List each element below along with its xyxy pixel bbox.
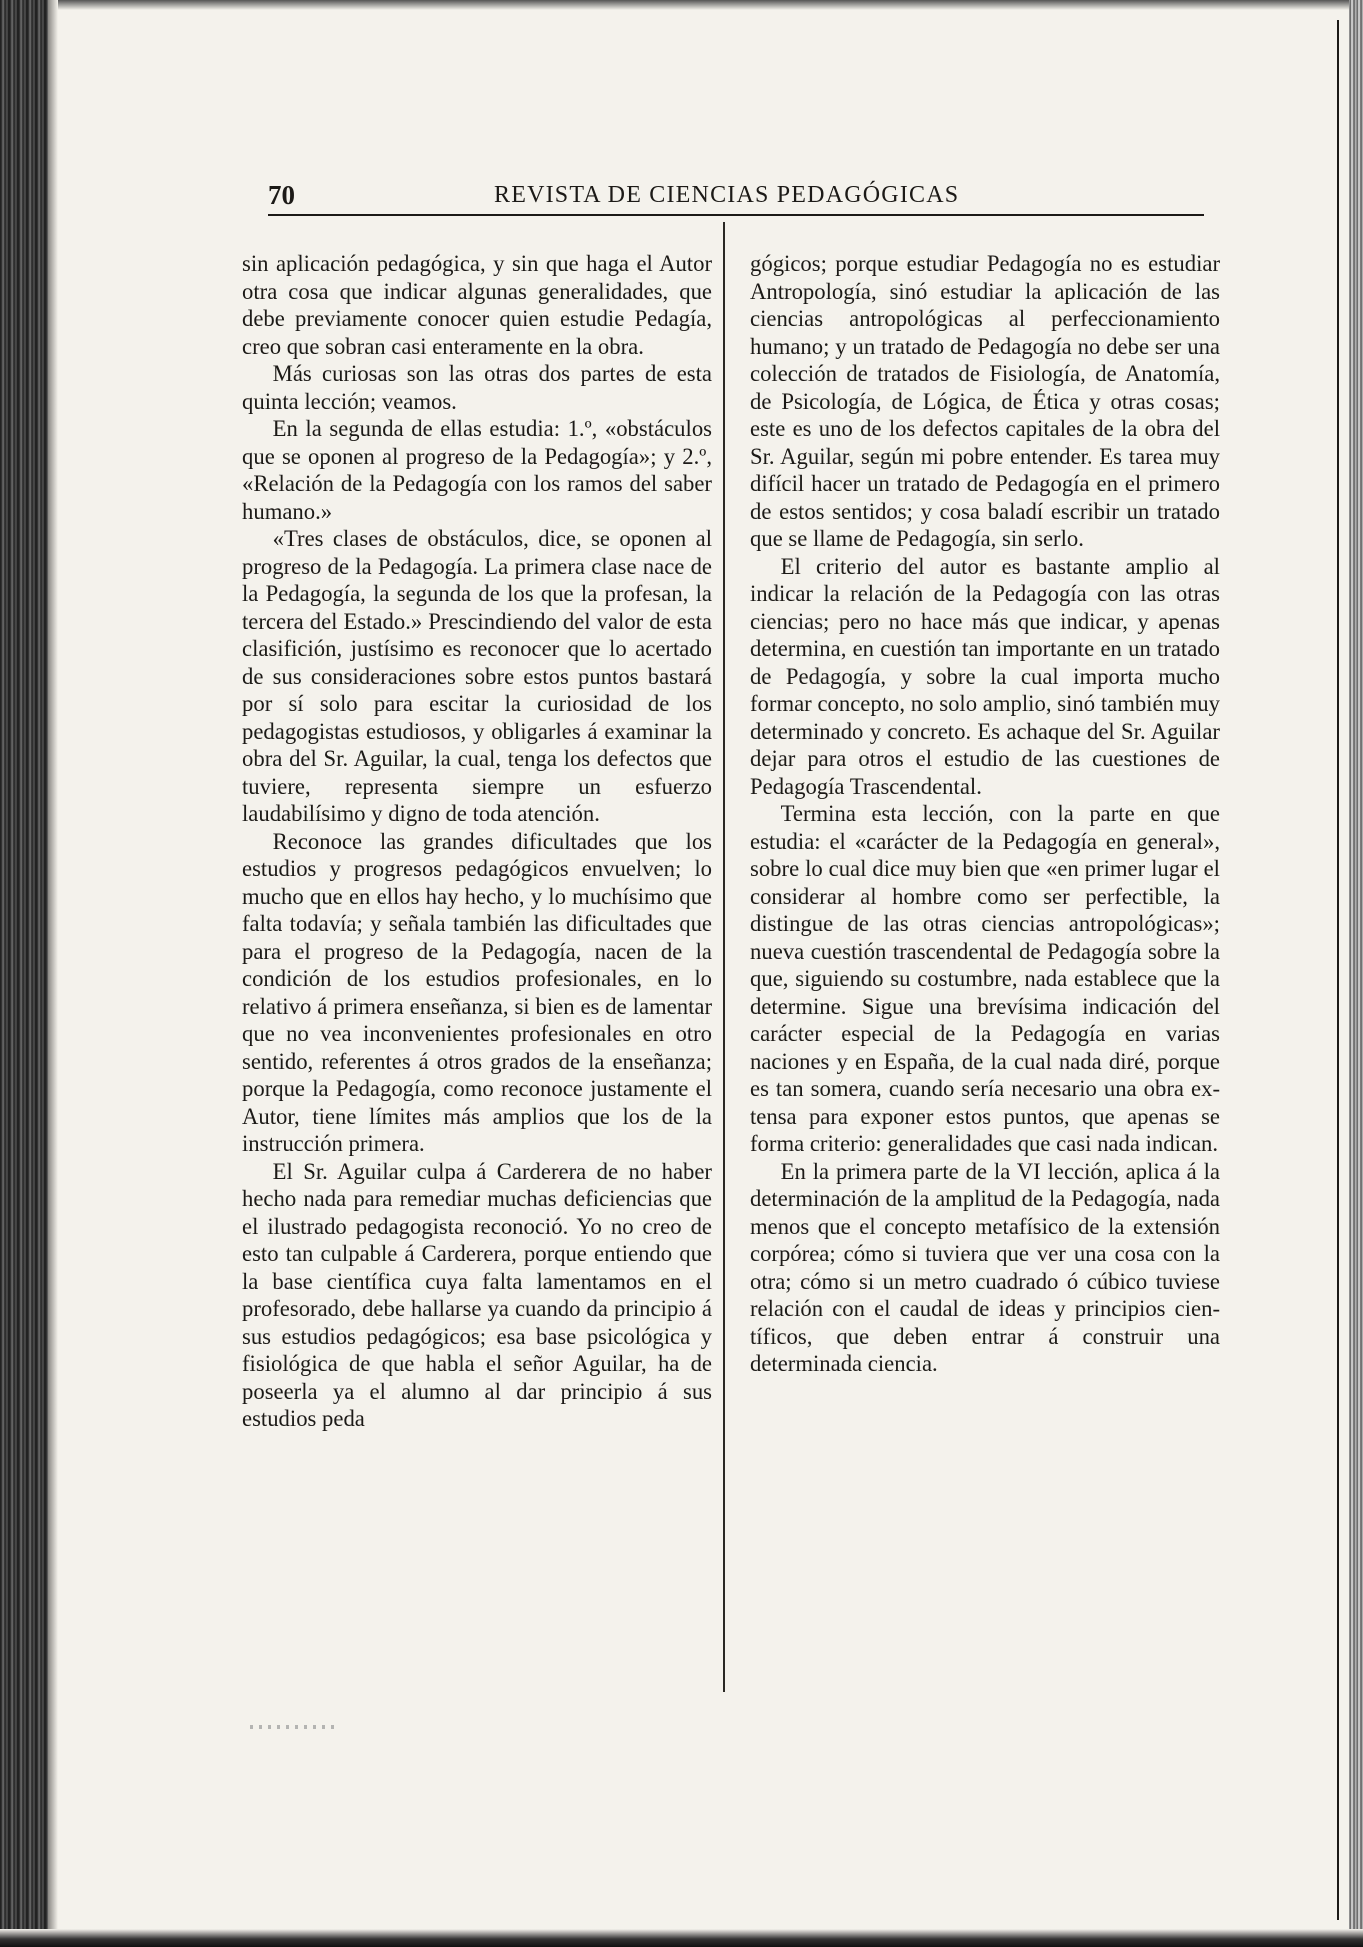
book-spine-edge: [0, 0, 48, 1947]
top-page-edge: [0, 0, 1363, 10]
paragraph: El Sr. Aguilar culpa á Carderera de no haber hecho nada para remediar muchas deficiencias que el ilustrado pedagogista reconoció. Yo no creo de esto tan culpable á Carderera, porque entiendo que la base científica cuya falta lamentamos en el profesorado, debe hallarse ya cuando da principio á sus estudios pedagógicos; esa base psicológica y fisiológica de que habla el señor Aguilar, ha de poseerla ya el alumno al dar principio á sus estudios peda: [242, 1158, 712, 1431]
paragraph: En la primera parte de la VI lección, aplica á la determinación de la amplitud de la Pedagogía, nada menos que el concepto metafísico de la extensión corpórea; cómo si tuviera que ver una cosa con la otra; cómo si un metro cuadrado ó cúbico tuviese relación con el caudal de ideas y principios científicos, que deben entrar á construir una determinada ciencia.: [750, 1158, 1220, 1376]
paragraph: Más curiosas son las otras dos partes de esta quinta lección; veamos.: [242, 361, 712, 414]
paragraph: gógicos; porque estudiar Pedagogía no es estudiar Antropología, sinó estudiar la aplicación de las ciencias antropológicas al perfeccionamiento humano; y un tratado de Pedagogía no debe ser una colección de tratados de Fisiología, de Anatomía, de Psicología, de Lógica, de Ética y otras cosas; este es uno de los defectos capitales de la obra del Sr. Aguilar, según mi pobre entender. Es tarea muy difícil hacer un tratado de Pedagogía en el primero de estos sentidos; y cosa baladí escribir un tratado que se llame de Pedagogía, sin serlo.: [750, 251, 1220, 551]
page-header: [268, 178, 1204, 216]
left-text-column: [242, 250, 712, 1433]
right-page-edge: [1349, 0, 1363, 1947]
gutter-shadow: [48, 0, 58, 1947]
paragraph: Termina esta lección, con la parte en que estudia: el «carácter de la Pedagogía en general», sobre lo cual dice muy bien que «en primer lugar el considerar al hombre como ser perfectible, la distingue de las otras ciencias antropológicas»; nueva cuestión trascendental de Pedagogía sobre la que, siguiendo su costumbre, nada establece que la determine. Sigue una brevísima indicación del carácter especial de la Pedagogía en varias naciones y en España, de la cual nada diré, porque es tan somera, cuando sería necesario una obra extensa para exponer estos puntos, que apenas se forma criterio: generalidades que casi nada indican.: [750, 801, 1220, 1156]
paragraph: «Tres clases de obstáculos, dice, se oponen al progreso de la Pedagogía. La primera clase nace de la Pedagogía, la segunda de los que la profesan, la tercera del Estado.» Prescindiendo del valor de esta clasifición, justísimo es reconocer que lo acertado de sus consideraciones sobre estos puntos bastará por sí solo para escitar la curiosidad de los pedagogistas estudiosos, y obligarles á examinar la obra del Sr. Aguilar, la cual, tenga los defectos que tuviere, representa siempre un esfuerzo laudabilísimo y digno de toda atención.: [242, 526, 712, 826]
paragraph: Reconoce las grandes dificultades que los estudios y progresos pedagógicos envuelven; lo mucho que en ellos hay hecho, y lo muchísimo que falta todavía; y señala también las dificultades que para el progreso de la Pedagogía, nacen de la condición de los estudios profesionales, en lo relativo á primera enseñanza, si bien es de lamentar que no vea inconvenientes profesionales en otro sentido, referentes á otros grados de la enseñanza; porque la Pedagogía, como reconoce justamente el Autor, tiene límites más amplios que los de la instrucción primera.: [242, 828, 712, 1156]
right-text-column: [750, 250, 1220, 1378]
running-title: REVISTA DE CIENCIAS PEDAGÓGICAS: [494, 182, 960, 208]
page-number: 70: [268, 180, 295, 210]
ink-smudge: [250, 1725, 340, 1729]
paragraph: En la segunda de ellas estudia: 1.º, «obstáculos que se oponen al progreso de la Pedagogía»; y 2.º, «Relación de la Pedagogía con los ramos del saber humano.»: [242, 416, 712, 524]
paragraph: El criterio del autor es bastante amplio al indicar la relación de la Pedagogía con las otras ciencias; pero no hace más que indicar, y apenas determina, en cuestión tan importante en un tratado de Pedagogía, y sobre la cual importa mucho formar concepto, no solo amplio, sinó también muy determinado y concreto. Es achaque del Sr. Aguilar dejar para otros el estudio de las cuestiones de Pedagogía Trascendental.: [750, 553, 1220, 799]
bottom-page-edge: [0, 1929, 1363, 1947]
column-divider: [723, 222, 725, 1692]
paragraph: sin aplicación pedagógica, y sin que haga el Autor otra cosa que indicar algunas generalidades, que debe previamente conocer quien estudie Pedagía, creo que sobran casi enteramente en la obra.: [242, 251, 712, 359]
right-margin-line: [1337, 20, 1339, 1920]
